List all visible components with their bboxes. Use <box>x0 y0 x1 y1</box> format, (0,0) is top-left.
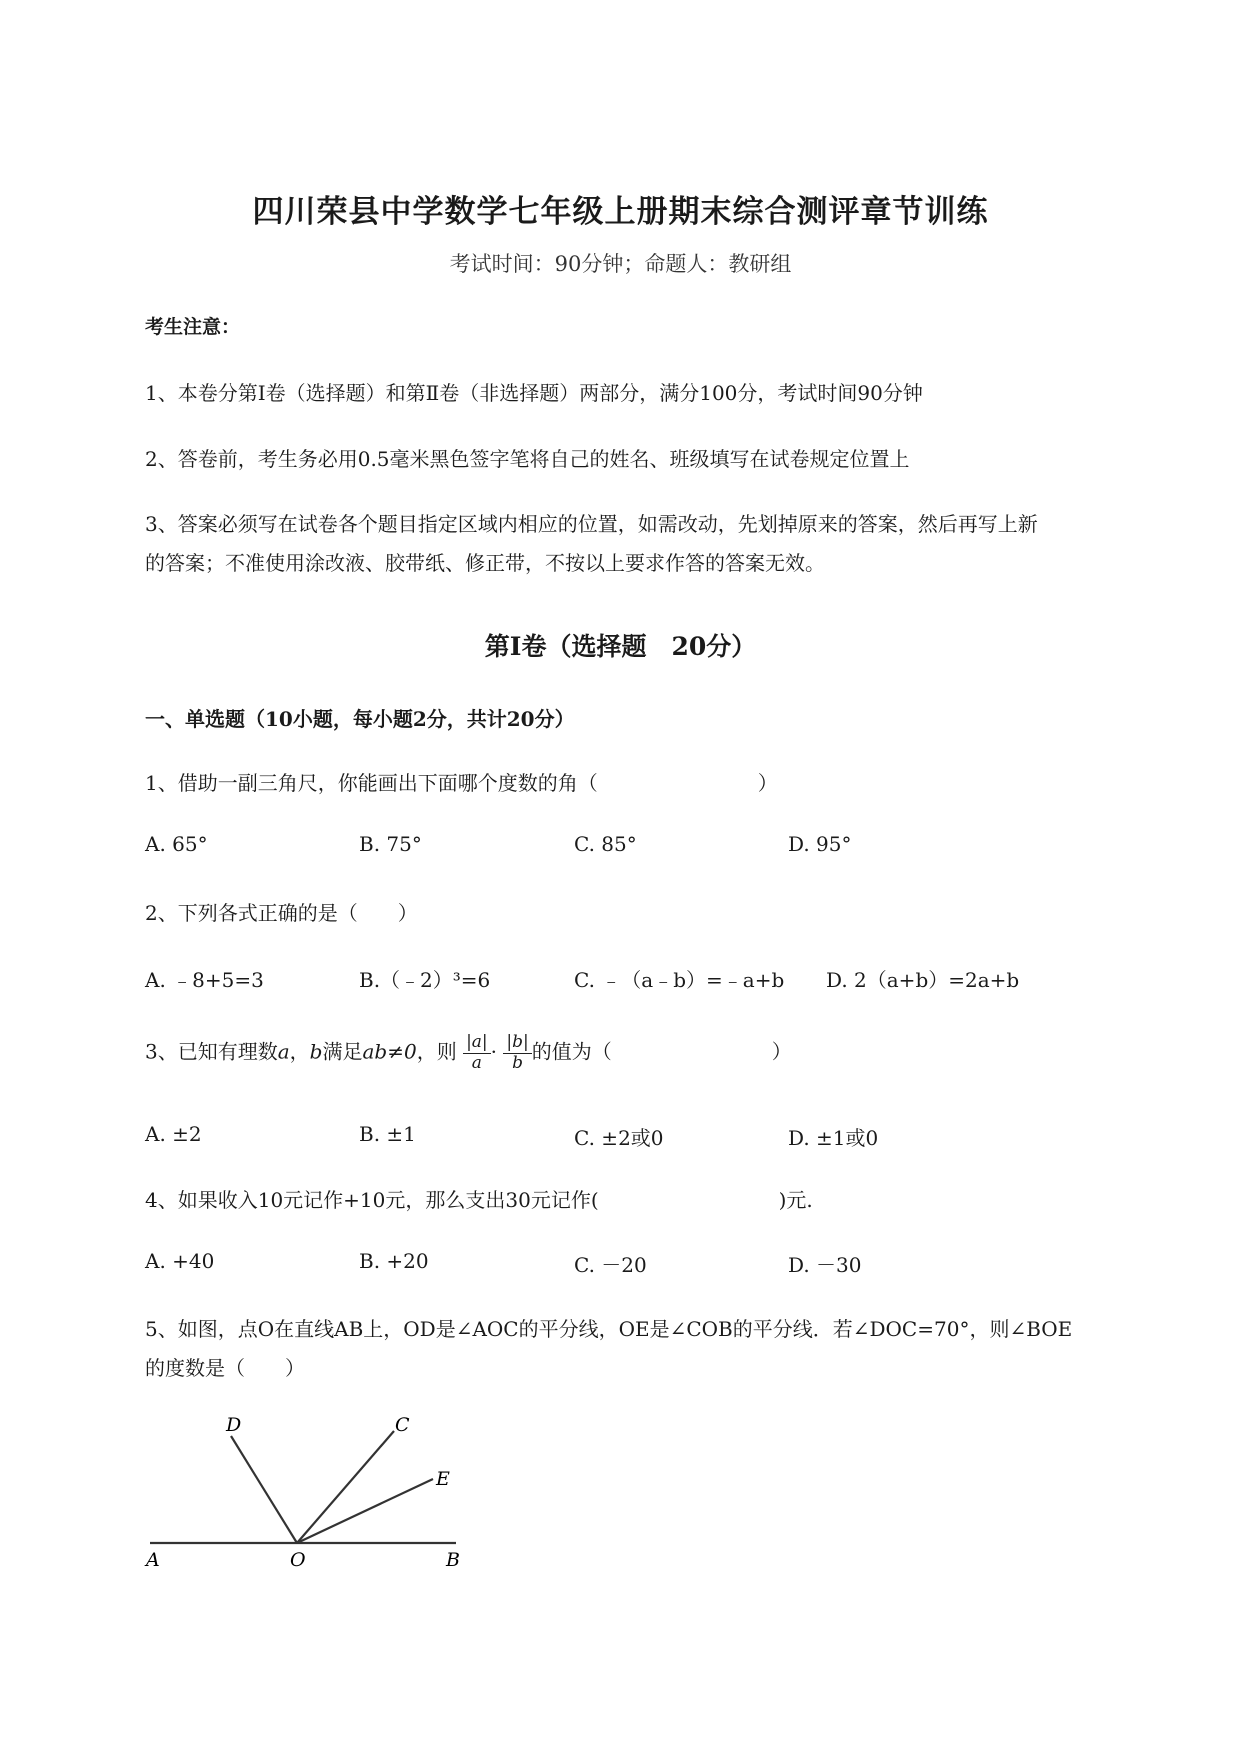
question-3-stem <box>145 1033 792 1073</box>
q3-frac2-den: b <box>512 1052 523 1073</box>
question-4-option-d: D. －30 <box>788 1253 862 1277</box>
page-title: 四川荣县中学数学七年级上册期末综合测评章节训练 <box>252 194 989 230</box>
question-2-stem: 2、下列各式正确的是（ ） <box>145 901 418 925</box>
question-5-stem-cont: 的度数是（ ） <box>145 1356 305 1380</box>
question-1-stem: 1、借助一副三角尺，你能画出下面哪个度数的角（ ） <box>145 771 778 795</box>
ray-oe <box>297 1479 433 1543</box>
notice-item-3: 3、答案必须写在试卷各个题目指定区域内相应的位置，如需改动，先划掉原来的答案，然后再写上新 <box>145 512 1038 536</box>
notice-heading: 考生注意： <box>145 316 241 338</box>
question-1-option-b: B. 75° <box>359 832 422 856</box>
exam-info: 考试时间：90分钟；命题人：教研组 <box>449 252 792 276</box>
question-2-option-a: A. ﹣8+5=3 <box>145 968 264 992</box>
q3-mid: 满足 <box>322 1039 363 1064</box>
q3-var-b: b <box>309 1039 323 1064</box>
q3-frac1-num: |a| <box>463 1033 491 1054</box>
question-2-option-c: C. ﹣（a﹣b）=﹣a+b <box>574 968 785 992</box>
q3-var-a: a <box>277 1039 290 1064</box>
q3-frac-sep: · <box>490 1039 498 1064</box>
question-1-option-d: D. 95° <box>788 832 852 856</box>
notice-item-3-cont: 的答案；不准使用涂改液、胶带纸、修正带，不按以上要求作答的答案无效。 <box>145 551 825 575</box>
q3-frac1-den: a <box>471 1052 482 1073</box>
label-o: O <box>290 1549 306 1571</box>
q3-suffix: 的值为（ ） <box>531 1039 792 1064</box>
question-5-figure <box>140 1410 470 1575</box>
label-d: D <box>226 1414 242 1436</box>
label-e: E <box>436 1468 450 1490</box>
ray-od <box>231 1436 297 1543</box>
notice-item-2: 2、答卷前，考生务必用0.5毫米黑色签字笔将自己的姓名、班级填写在试卷规定位置上 <box>145 447 910 471</box>
question-3-option-a: A. ±2 <box>145 1122 202 1146</box>
question-5-stem: 5、如图，点O在直线AB上，OD是∠AOC的平分线，OE是∠COB的平分线．若∠DOC=70°，则∠BOE <box>145 1317 1073 1341</box>
label-c: C <box>395 1414 410 1436</box>
ray-oc <box>297 1431 394 1543</box>
question-4-option-b: B. +20 <box>359 1249 429 1273</box>
label-a: A <box>146 1549 160 1571</box>
label-b: B <box>446 1549 460 1571</box>
q3-mid2: ，则 <box>416 1039 457 1064</box>
question-2-option-d: D. 2（a+b）=2a+b <box>826 968 1020 992</box>
notice-item-1: 1、本卷分第I卷（选择题）和第Ⅱ卷（非选择题）两部分，满分100分，考试时间90分钟 <box>145 381 923 405</box>
question-1-option-c: C. 85° <box>574 832 637 856</box>
q3-condition: ab≠0 <box>362 1039 417 1064</box>
part-heading: 一、单选题（10小题，每小题2分，共计20分） <box>145 707 575 731</box>
q3-sep: ， <box>289 1039 310 1064</box>
q3-fraction-2 <box>503 1033 531 1073</box>
question-3-option-b: B. ±1 <box>359 1122 416 1146</box>
q3-fraction-1 <box>463 1033 491 1073</box>
question-1-option-a: A. 65° <box>145 832 208 856</box>
q3-prefix: 3、已知有理数 <box>145 1039 278 1064</box>
section-title: 第I卷（选择题 20分） <box>484 632 757 661</box>
question-3-option-d: D. ±1或0 <box>788 1126 879 1150</box>
question-2-option-b: B.（﹣2）³=6 <box>359 968 491 992</box>
question-4-stem: 4、如果收入10元记作+10元，那么支出30元记作( )元. <box>145 1188 813 1212</box>
question-3-option-c: C. ±2或0 <box>574 1126 664 1150</box>
question-4-option-c: C. －20 <box>574 1253 647 1277</box>
question-4-option-a: A. +40 <box>145 1249 215 1273</box>
q3-frac2-num: |b| <box>503 1033 531 1054</box>
